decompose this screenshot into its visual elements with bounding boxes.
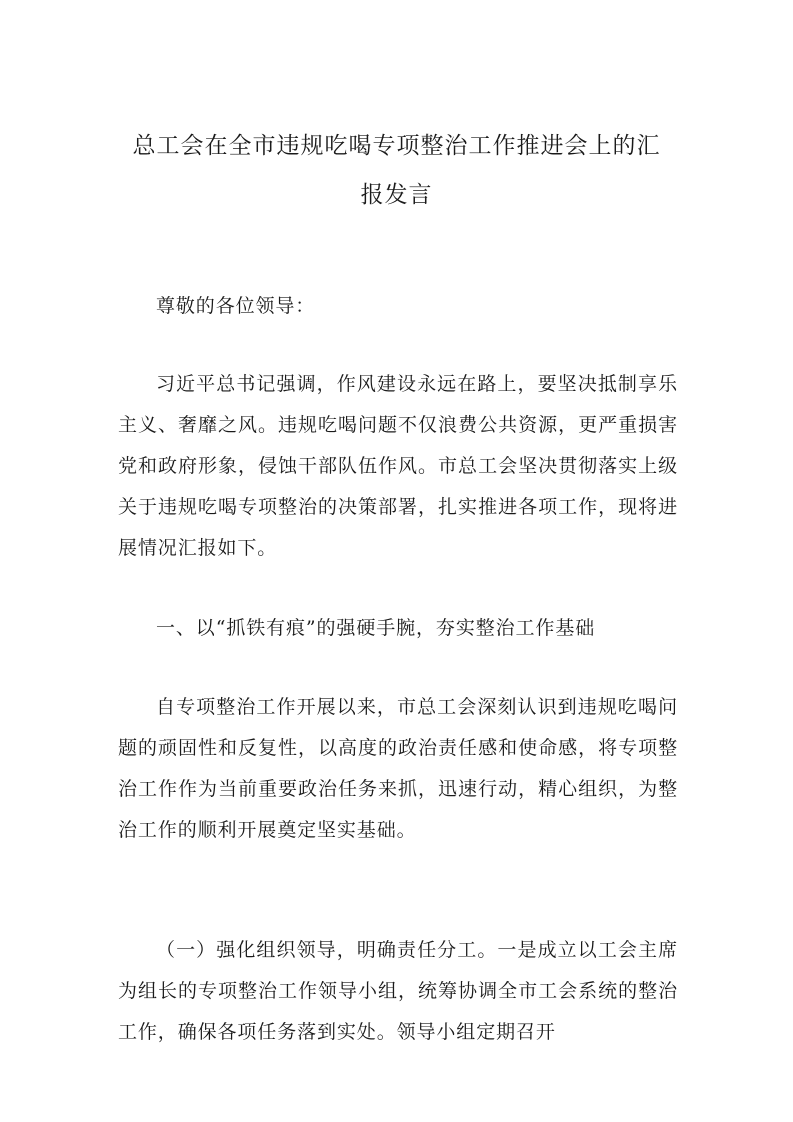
document-title-line-2: 报发言: [360, 182, 433, 208]
paragraph-subsection-1: （一）强化组织领导，明确责任分工。一是成立以工会主席为组长的专项整治工作领导小组，统筹协调全市工会系统的整治工作，确保各项任务落到实处。领导小组定期召开: [118, 939, 678, 1043]
salutation: 尊敬的各位领导：: [156, 295, 316, 317]
paragraph-intro: 习近平总书记强调，作风建设永远在路上，要坚决抵制享乐主义、奢靡之风。违规吃喝问题不仅浪费公共资源，更严重损害党和政府形象，侵蚀干部队伍作风。市总工会坚决贯彻落实上级关于违规吃喝专项整治的决策部署，扎实推进各项工作，现将进展情况汇报如下。: [118, 373, 678, 559]
section-heading-1: 一、以“抓铁有痕”的强硬手腕，夯实整治工作基础: [156, 617, 596, 639]
paragraph-section-1: 自专项整治工作开展以来，市总工会深刻认识到违规吃喝问题的顽固性和反复性，以高度的政治责任感和使命感，将专项整治工作作为当前重要政治任务来抓，迅速行动，精心组织，为整治工作的顺利开展奠定坚实基础。: [118, 696, 678, 841]
document-title-line-1: 总工会在全市违规吃喝专项整治工作推进会上的汇: [132, 133, 661, 159]
